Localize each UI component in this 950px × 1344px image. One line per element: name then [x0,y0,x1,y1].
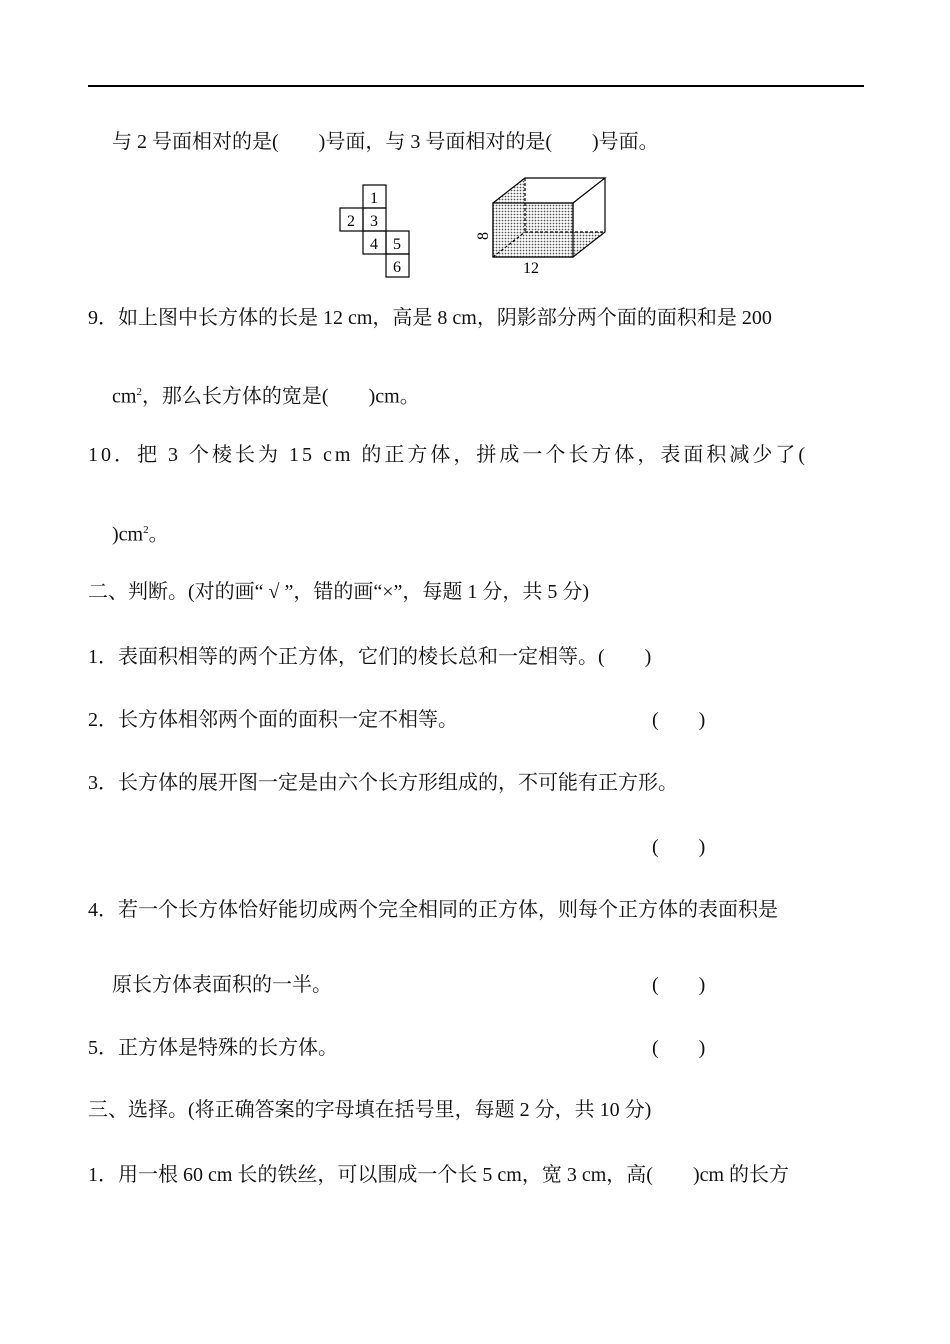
q10-text: 。 [148,523,169,546]
judge-2: 2．长方体相邻两个面的面积一定不相等。 [88,709,458,731]
q9-line1: 9．如上图中长方体的长是 12 cm，高是 8 cm，阴影部分两个面的面积和是 200 [88,307,772,329]
unit: cm [112,385,137,408]
q9-line2 [112,380,420,409]
judge-4-line1: 4．若一个长方体恰好能切成两个完全相同的正方体，则每个正方体的表面积是 [88,899,778,921]
q10-line2 [112,518,169,547]
unit: )cm [112,523,144,546]
q8-tail: 与 2 号面相对的是( )号面，与 3 号面相对的是( )号面。 [112,131,659,153]
net-label: 6 [393,259,401,276]
net-label: 1 [370,190,378,207]
length-label: 12 [523,260,539,277]
figure [0,0,950,300]
section-2-heading: 二、判断。(对的画“ √ ”，错的画“×”，每题 1 分，共 5 分) [88,581,590,603]
answer-paren: ( ) [652,709,706,731]
answer-paren: ( ) [652,974,706,996]
judge-3: 3．长方体的展开图一定是由六个长方形组成的，不可能有正方形。 [88,772,678,794]
q9-text: ，那么长方体的宽是( )cm。 [141,385,420,408]
q10-line1: 10．把 3 个棱长为 15 cm 的正方体，拼成一个长方体，表面积减少了( [88,444,809,466]
answer-paren: ( ) [652,836,706,858]
net-label: 3 [370,213,378,230]
section-3-heading: 三、选择。(将正确答案的字母填在括号里，每题 2 分，共 10 分) [88,1099,652,1121]
net-label: 4 [370,236,378,253]
superscript: 2 [143,524,149,536]
cuboid [493,178,605,257]
net-label: 2 [347,213,355,230]
judge-1: 1．表面积相等的两个正方体，它们的棱长总和一定相等。( ) [88,646,652,668]
judge-4-line2: 原长方体表面积的一半。 [112,974,332,996]
height-label: 8 [475,232,492,240]
net-label: 5 [393,236,401,253]
choice-1: 1．用一根 60 cm 长的铁丝，可以围成一个长 5 cm，宽 3 cm，高( )cm 的长方 [88,1164,790,1186]
judge-5: 5．正方体是特殊的长方体。 [88,1037,338,1059]
answer-paren: ( ) [652,1037,706,1059]
superscript: 2 [136,386,142,398]
